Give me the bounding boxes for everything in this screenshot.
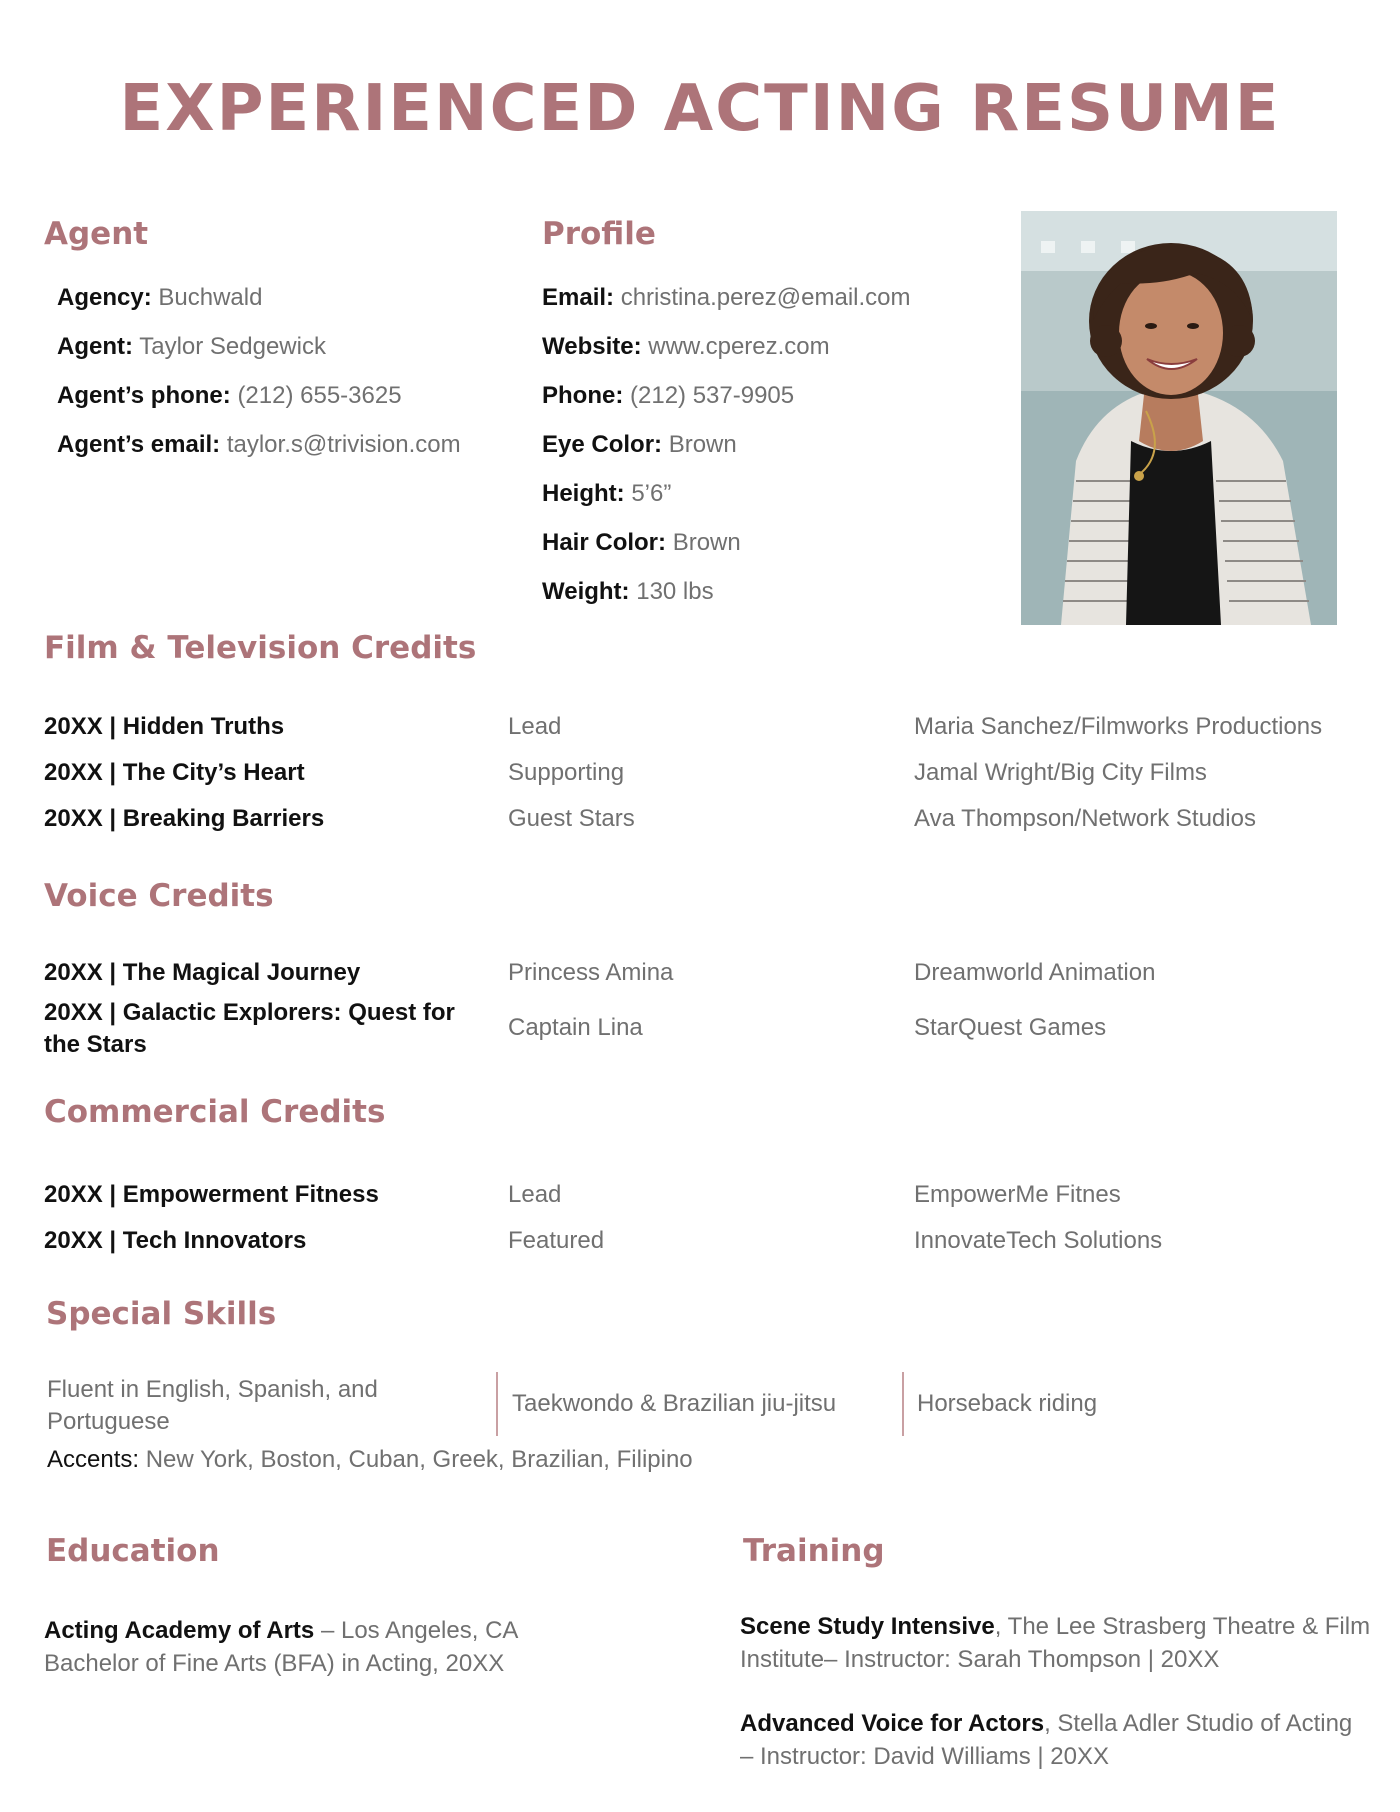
skill-item: Horseback riding: [917, 1390, 1098, 1417]
agent-phone: Agent’s phone: (212) 655-3625: [57, 382, 402, 409]
credit-company: InnovateTech Solutions: [914, 1227, 1163, 1254]
skill-item: Taekwondo & Brazilian jiu-jitsu: [512, 1390, 837, 1417]
credit-company: Maria Sanchez/Filmworks Productions: [914, 713, 1323, 740]
credit-row: [44, 711, 1344, 755]
credit-title: 20XX | Galactic Explorers: Quest for the Stars: [44, 999, 455, 1058]
credit-company: EmpowerMe Fitnes: [914, 1181, 1121, 1208]
skill-divider: [902, 1372, 904, 1436]
credit-title: 20XX | Tech Innovators: [44, 1227, 307, 1254]
profile-phone: Phone: (212) 537-9905: [542, 382, 795, 409]
agent-name: Agent: Taylor Sedgewick: [57, 333, 326, 360]
credit-role: Featured: [508, 1227, 605, 1254]
skills-list: [44, 1366, 1344, 1436]
agent-email: Agent’s email: taylor.s@trivision.com: [57, 431, 461, 458]
credit-company: StarQuest Games: [914, 1014, 1107, 1041]
accents-line: Accents: New York, Boston, Cuban, Greek, Brazilian, Filipino: [47, 1446, 693, 1473]
credit-title: 20XX | The Magical Journey: [44, 959, 361, 986]
agent-agency: Agency: Buchwald: [57, 284, 263, 311]
profile-email: Email: christina.perez@email.com: [542, 284, 911, 311]
profile-weight: Weight: 130 lbs: [542, 578, 714, 605]
credit-title: 20XX | The City’s Heart: [44, 759, 305, 786]
credit-role: Supporting: [508, 759, 625, 786]
credit-title: 20XX | Breaking Barriers: [44, 805, 325, 832]
education-school-line: [44, 1617, 518, 1645]
education-degree: Bachelor of Fine Arts (BFA) in Acting, 20XX: [44, 1650, 505, 1677]
training-item-detail: – Instructor: David Williams | 20XX: [740, 1743, 1110, 1770]
commercial-heading: Commercial Credits: [44, 1094, 386, 1130]
credit-row: [44, 803, 1344, 847]
credit-row: [44, 1179, 1344, 1223]
credit-row: [44, 957, 1344, 1001]
skill-item: Fluent in English, Spanish, and Portuguese: [47, 1376, 378, 1435]
agent-heading: Agent: [44, 216, 149, 252]
profile-hair-color: Hair Color: Brown: [542, 529, 741, 556]
training-item-detail: Institute– Instructor: Sarah Thompson | 20XX: [740, 1646, 1220, 1673]
profile-website: Website: www.cperez.com: [542, 333, 830, 360]
credit-role: Princess Amina: [508, 959, 674, 986]
training-course: Advanced Voice for Actors: [740, 1710, 1045, 1737]
training-item-line: Advanced Voice for Actors, Stella Adler Studio of Acting: [740, 1710, 1353, 1737]
credit-company: Dreamworld Animation: [914, 959, 1156, 986]
training-course: Scene Study Intensive: [740, 1613, 995, 1640]
headshot-illustration: [1021, 211, 1337, 625]
profile-heading: Profile: [542, 216, 656, 252]
voice-heading: Voice Credits: [44, 878, 274, 914]
training-item-line: Scene Study Intensive, The Lee Strasberg Theatre & Film: [740, 1613, 1371, 1640]
education-school: Acting Academy of Arts: [44, 1617, 315, 1644]
credit-row: [44, 757, 1344, 801]
credit-company: Jamal Wright/Big City Films: [914, 759, 1207, 786]
credit-role: Lead: [508, 713, 562, 740]
skills-heading: Special Skills: [46, 1296, 277, 1332]
training-heading: Training: [743, 1533, 885, 1569]
credit-row: [44, 997, 1344, 1061]
credit-role: Guest Stars: [508, 805, 635, 832]
credit-role: Captain Lina: [508, 1014, 643, 1041]
credit-role: Lead: [508, 1181, 562, 1208]
credit-title: 20XX | Hidden Truths: [44, 713, 285, 740]
profile-height: Height: 5’6”: [542, 480, 672, 507]
skill-divider: [496, 1372, 498, 1436]
credit-title: 20XX | Empowerment Fitness: [44, 1181, 379, 1208]
credit-company: Ava Thompson/Network Studios: [914, 805, 1256, 832]
education-location: – Los Angeles, CA: [314, 1617, 519, 1644]
headshot-photo: [1021, 211, 1337, 625]
credit-row: [44, 1225, 1344, 1269]
resume-title: EXPERIENCED ACTING RESUME: [119, 72, 1281, 146]
education-heading: Education: [46, 1533, 220, 1569]
film-tv-heading: Film & Television Credits: [44, 630, 477, 666]
profile-eye-color: Eye Color: Brown: [542, 431, 737, 458]
